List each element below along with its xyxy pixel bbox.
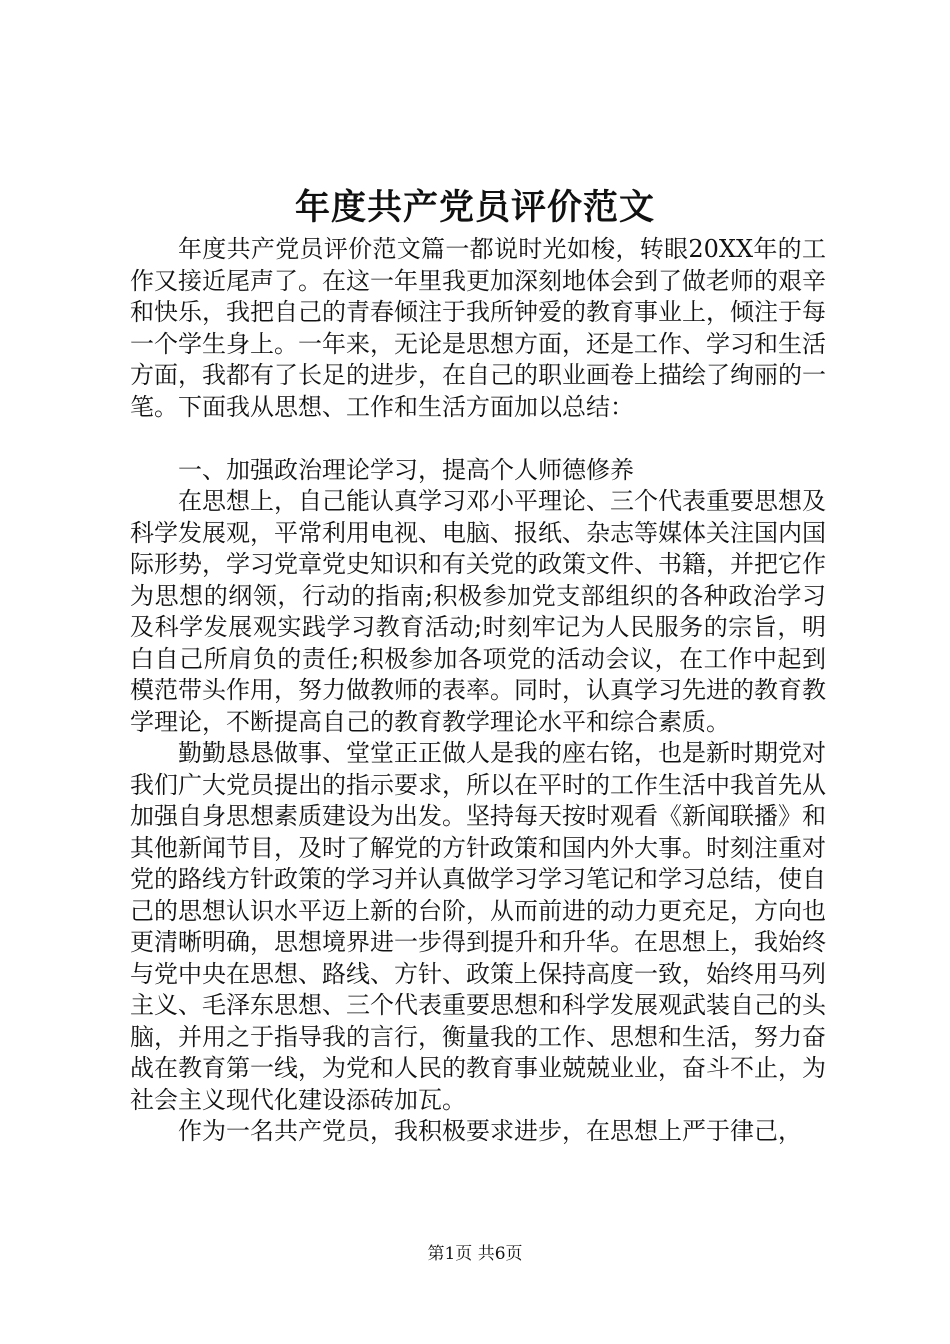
document-body [130,234,826,1148]
section-heading: 一、加强政治理论学习，提高个人师德修养 [178,455,634,484]
document-title: 年度共产党员评价范文 [294,187,655,228]
page-footer: 第1页 共6页 [427,1244,523,1264]
paragraph-thought: 在思想上，自己能认真学习邓小平理论、三个代表重要思想及科学发展观，平常利用电视、电脑、报纸、杂志等媒体关注国内国际形势，学习党章党史知识和有关党的政策文件、书籍，并把它作为思想的纲领，行动的指南;积极参加党支部组织的各种政治学习及科学发展观实践学习教育活动;时刻牢记为人民服务的宗旨，明白自己所肩负的责任;积极参加各项党的活动会议，在工作中起到模范带头作用，努力做教师的表率。同时，认真学习先进的教育教学理论，不断提高自己的教育教学理论水平和综合素质。 [130,487,826,736]
paragraph-intro: 年度共产党员评价范文篇一都说时光如梭，转眼20XX年的工作又接近尾声了。在这一年里我更加深刻地体会到了做老师的艰辛和快乐，我把自己的青春倾注于我所钟爱的教育事业上，倾注于每一个学生身上。一年来，无论是思想方面，还是工作、学习和生活方面，我都有了长足的进步，在自己的职业画卷上描绘了绚丽的一笔。下面我从思想、工作和生活方面加以总结： [130,235,826,421]
paragraph-member: 作为一名共产党员，我积极要求进步，在思想上严于律己， [178,1117,802,1145]
paragraph-motto: 勤勤恳恳做事、堂堂正正做人是我的座右铭，也是新时期党对我们广大党员提出的指示要求，所以在平时的工作生活中我首先从加强自身思想素质建设为出发。坚持每天按时观看《新闻联播》和其他新闻节目，及时了解党的方针政策和国内外大事。时刻注重对党的路线方针政策的学习并认真做学习学习笔记和学习总结，使自己的思想认识水平迈上新的台阶，从而前进的动力更充足，方向也更清晰明确，思想境界进一步得到提升和升华。在思想上，我始终与党中央在思想、路线、方针、政策上保持高度一致，始终用马列主义、毛泽东思想、三个代表重要思想和科学发展观武装自己的头脑，并用之于指导我的言行，衡量我的工作、思想和生活，努力奋战在教育第一线，为党和人民的教育事业兢兢业业，奋斗不止，为社会主义现代化建设添砖加瓦。 [130,739,826,1114]
paragraph-gap [130,423,826,455]
